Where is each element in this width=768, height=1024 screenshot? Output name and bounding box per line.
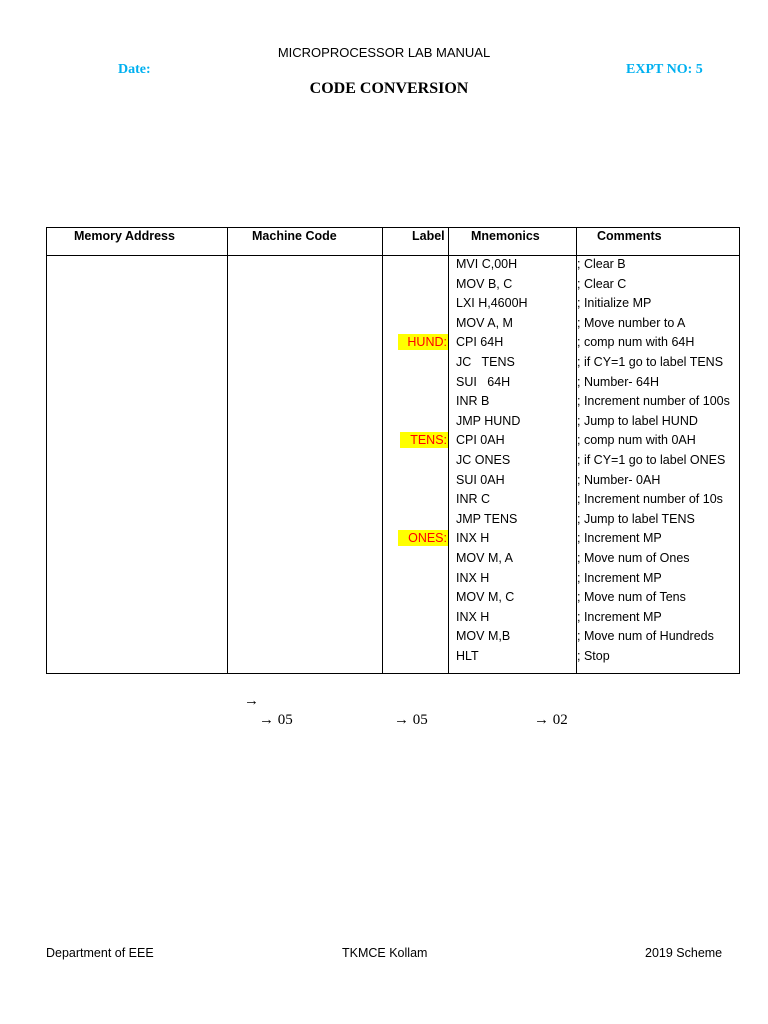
- column-header-label: Label: [412, 229, 445, 243]
- label-hund: HUND:: [398, 334, 448, 350]
- comment-cell: ; Move num of Hundreds: [577, 629, 714, 644]
- mnemonic-cell: MOV M, A: [456, 550, 513, 565]
- page-title: CODE CONVERSION: [309, 80, 469, 97]
- mnemonic-cell: INX H: [456, 609, 490, 624]
- column-header-memory-address: Memory Address: [74, 229, 175, 243]
- mnemonics-column: [456, 255, 528, 666]
- comment-cell: ; Increment number of 10s: [577, 492, 723, 507]
- mnemonic-cell: JC TENS: [456, 354, 515, 369]
- mnemonic-cell: MOV M, C: [456, 590, 515, 605]
- mnemonic-cell: SUI 0AH: [456, 472, 505, 487]
- comment-cell: ; Move num of Tens: [577, 590, 686, 605]
- comment-cell: ; Increment MP: [577, 531, 662, 546]
- date-label: Date:: [118, 62, 151, 77]
- comments-column: [577, 255, 730, 666]
- column-header-mnemonics: Mnemonics: [471, 229, 540, 243]
- code-table: [46, 227, 740, 674]
- arrow-icon: →: [244, 693, 259, 709]
- mnemonic-cell: JMP TENS: [456, 511, 518, 526]
- comment-cell: ; Number- 64H: [577, 374, 659, 389]
- experiment-number: EXPT NO: 5: [626, 62, 703, 77]
- footer-scheme: 2019 Scheme: [645, 946, 723, 960]
- label-tens: TENS:: [400, 432, 448, 448]
- result-ones: → 02: [534, 712, 568, 728]
- comment-cell: ; comp num with 64H: [577, 335, 695, 350]
- mnemonic-cell: CPI 0AH: [456, 433, 505, 448]
- mnemonic-cell: INX H: [456, 570, 490, 585]
- comment-cell: ; comp num with 0AH: [577, 433, 696, 448]
- mnemonic-cell: SUI 64H: [456, 374, 511, 389]
- comment-cell: ; Jump to label HUND: [577, 413, 698, 428]
- comment-cell: ; Jump to label TENS: [577, 511, 695, 526]
- comment-cell: ; Clear B: [577, 257, 626, 271]
- mnemonic-cell: LXI H,4600H: [456, 296, 528, 311]
- mnemonic-cell: MOV B, C: [456, 276, 513, 291]
- mnemonic-cell: INR B: [456, 394, 490, 409]
- column-divider: [448, 228, 449, 673]
- comment-cell: ; Clear C: [577, 276, 627, 291]
- comment-cell: ; if CY=1 go to label ONES: [577, 452, 726, 467]
- comment-cell: ; Move num of Ones: [577, 550, 690, 565]
- mnemonic-cell: JMP HUND: [456, 413, 521, 428]
- comment-cell: ; Number- 0AH: [577, 472, 661, 487]
- comment-cell: ; Increment MP: [577, 609, 662, 624]
- footer-department: Department of EEE: [46, 946, 154, 960]
- result-tens: → 05: [394, 712, 428, 728]
- column-header-machine-code: Machine Code: [252, 229, 337, 243]
- manual-title: MICROPROCESSOR LAB MANUAL: [277, 45, 491, 60]
- comment-cell: ; Move number to A: [577, 315, 686, 330]
- mnemonic-cell: INR C: [456, 492, 491, 507]
- column-header-comments: Comments: [597, 229, 662, 243]
- comment-cell: ; if CY=1 go to label TENS: [577, 354, 724, 369]
- mnemonic-cell: HLT: [456, 648, 479, 663]
- label-ones: ONES:: [398, 530, 448, 546]
- mnemonic-cell: CPI 64H: [456, 335, 504, 350]
- comment-cell: ; Increment MP: [577, 570, 662, 585]
- result-hundreds: → 05: [259, 712, 293, 728]
- comment-cell: ; Initialize MP: [577, 296, 652, 311]
- footer-college: TKMCE Kollam: [342, 946, 428, 960]
- column-divider: [227, 228, 228, 673]
- mnemonic-cell: JC ONES: [456, 452, 511, 467]
- comment-cell: ; Increment number of 100s: [577, 394, 730, 409]
- mnemonic-cell: MOV A, M: [456, 315, 513, 330]
- comment-cell: ; Stop: [577, 648, 610, 663]
- column-divider: [382, 228, 383, 673]
- mnemonic-cell: INX H: [456, 531, 490, 546]
- mnemonic-cell: MOV M,B: [456, 629, 511, 644]
- mnemonic-cell: MVI C,00H: [456, 257, 518, 271]
